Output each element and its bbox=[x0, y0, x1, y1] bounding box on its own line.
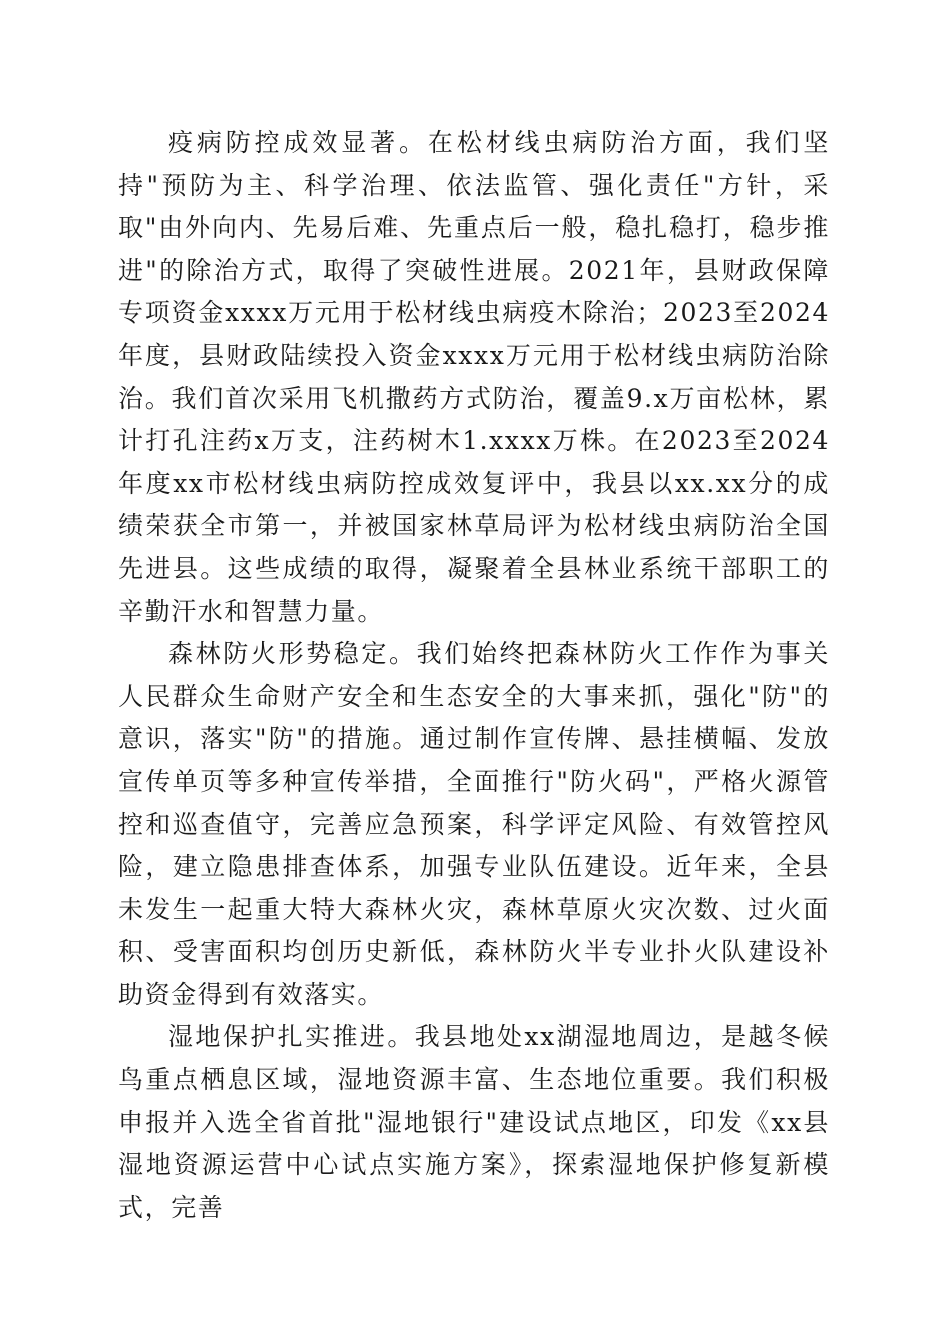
document-body bbox=[118, 122, 830, 1229]
paragraph-forest-fire: 森林防火形势稳定。我们始终把森林防火工作作为事关人民群众生命财产安全和生态安全的大事来抓，强化"防"的意识，落实"防"的措施。通过制作宣传牌、悬挂横幅、发放宣传单页等多种宣传举措，全面推行"防火码"，严格火源管控和巡查值守，完善应急预案，科学评定风险、有效管控风险，建立隐患排查体系，加强专业队伍建设。近年来，全县未发生一起重大特大森林火灾，森林草原火灾次数、过火面积、受害面积均创历史新低，森林防火半专业扑火队建设补助资金得到有效落实。 bbox=[118, 639, 830, 1009]
paragraph-wetland-protection: 湿地保护扎实推进。我县地处xx湖湿地周边，是越冬候鸟重点栖息区域，湿地资源丰富、生态地位重要。我们积极申报并入选全省首批"湿地银行"建设试点地区，印发《xx县湿地资源运营中心试点实施方案》，探索湿地保护修复新模式，完善 bbox=[118, 1022, 830, 1222]
paragraph-disease-control: 疫病防控成效显著。在松材线虫病防治方面，我们坚持"预防为主、科学治理、依法监管、强化责任"方针，采取"由外向内、先易后难、先重点后一般，稳扎稳打，稳步推进"的除治方式，取得了突破性进展。2021年，县财政保障专项资金xxxx万元用于松材线虫病疫木除治；2023至2024年度，县财政陆续投入资金xxxx万元用于松材线虫病防治除治。我们首次采用飞机撒药方式防治，覆盖9.x万亩松林，累计打孔注药x万支，注药树木1.xxxx万株。在2023至2024年度xx市松材线虫病防控成效复评中，我县以xx.xx分的成绩荣获全市第一，并被国家林草局评为松材线虫病防治全国先进县。这些成绩的取得，凝聚着全县林业系统干部职工的辛勤汗水和智慧力量。 bbox=[118, 128, 830, 626]
